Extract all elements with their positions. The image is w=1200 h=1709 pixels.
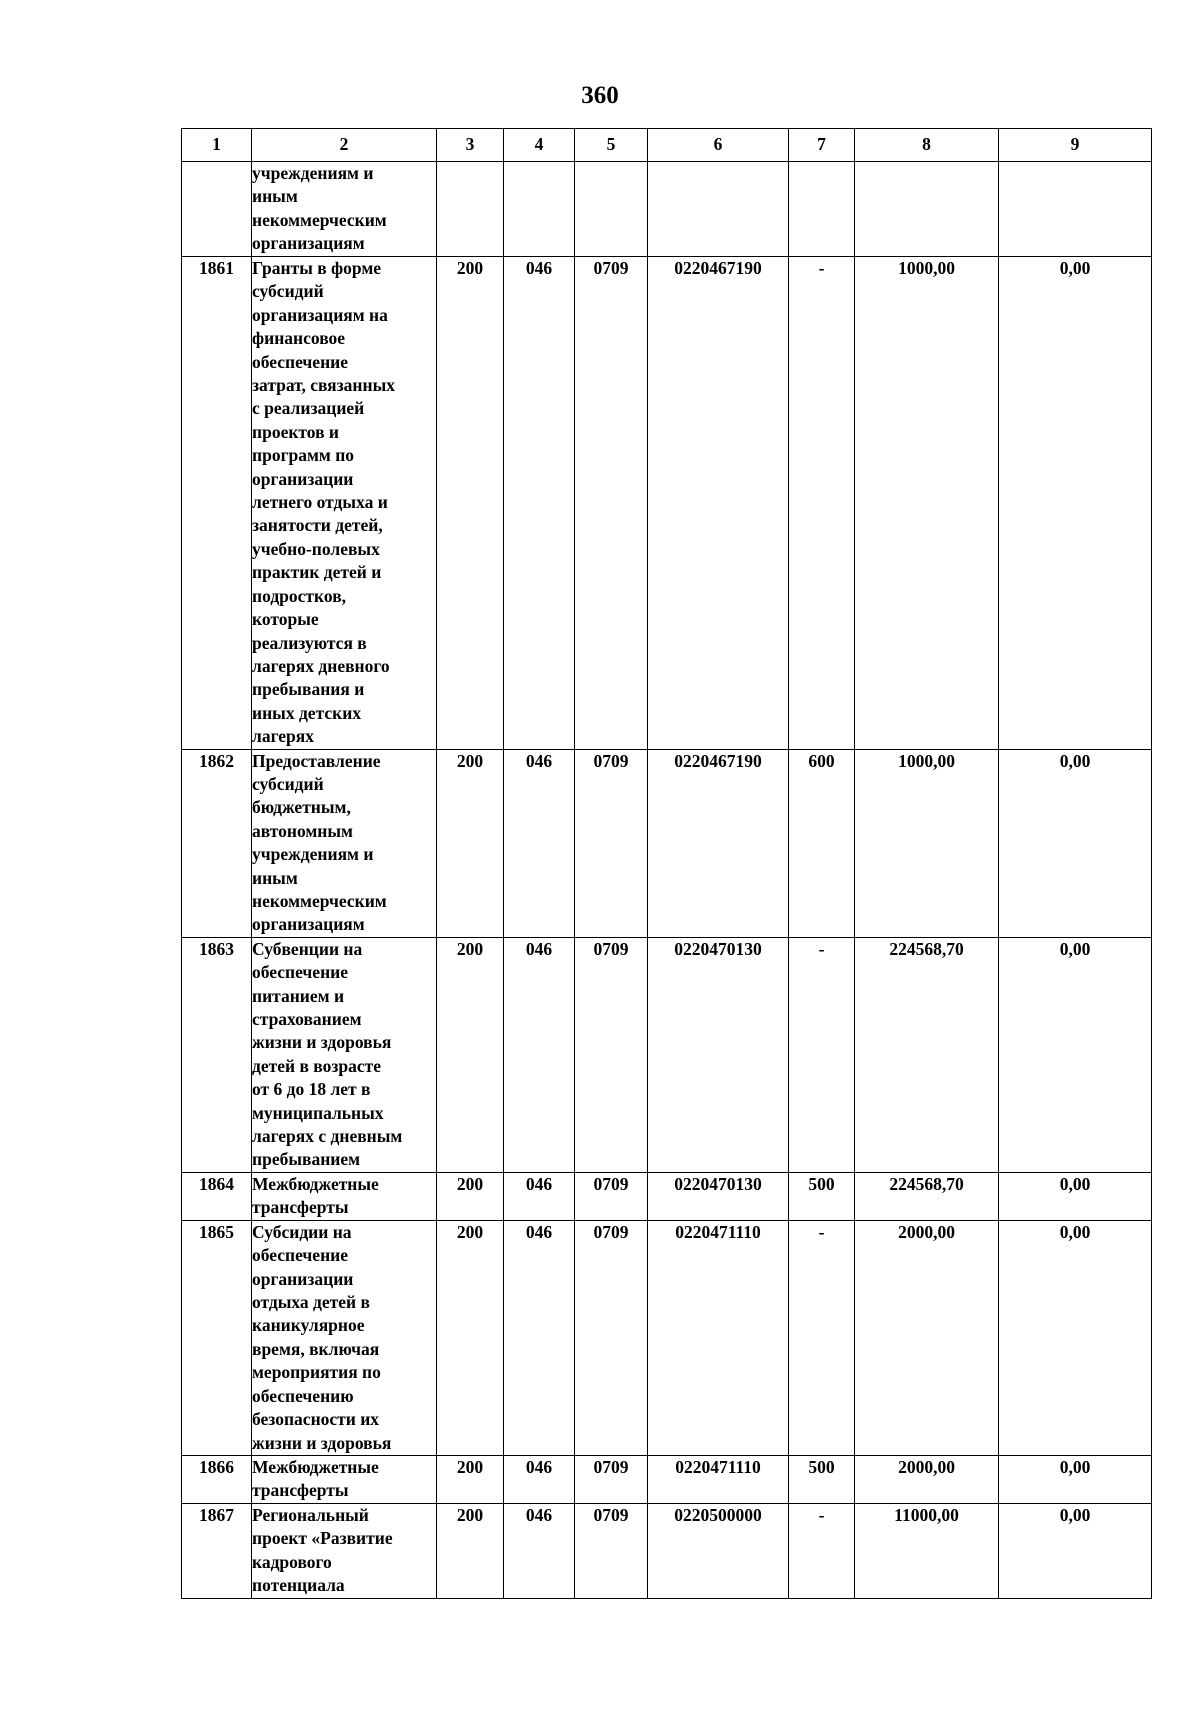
column-9-cell: 0,00	[999, 1172, 1152, 1220]
column-4-cell: 046	[504, 1503, 575, 1598]
description-line: безопасности их	[252, 1409, 380, 1430]
column-5-cell: 0709	[575, 937, 648, 1172]
column-9-cell: 0,00	[999, 257, 1152, 750]
column-7-cell	[789, 162, 855, 257]
description-cell	[252, 1455, 437, 1503]
column-3-cell: 200	[437, 1455, 504, 1503]
description-line: Предоставление	[252, 750, 381, 771]
description-line: жизни и здоровья	[252, 1432, 392, 1453]
description-line: некоммерческим	[252, 209, 387, 230]
description-line: Межбюджетные	[252, 1173, 379, 1194]
table-row	[182, 749, 1152, 937]
description-line: иным	[252, 186, 298, 207]
description-line: бюджетным,	[252, 797, 351, 818]
description-line: жизни и здоровья	[252, 1032, 392, 1053]
column-6-cell	[648, 162, 789, 257]
row-number-cell	[182, 162, 252, 257]
column-7-cell: 500	[789, 1455, 855, 1503]
description-line: обеспечению	[252, 1385, 354, 1406]
description-line: организациям	[252, 914, 365, 935]
description-line: пребывания и	[252, 679, 365, 700]
header-col-3: 3	[437, 129, 504, 162]
column-5-cell: 0709	[575, 749, 648, 937]
column-3-cell: 200	[437, 749, 504, 937]
column-5-cell: 0709	[575, 1503, 648, 1598]
header-col-1: 1	[182, 129, 252, 162]
column-8-cell: 11000,00	[855, 1503, 999, 1598]
description-line: пребыванием	[252, 1149, 361, 1170]
description-line: организации	[252, 468, 354, 489]
description-line: страхованием	[252, 1009, 362, 1029]
description-line: обеспечение	[252, 351, 349, 372]
description-line: Субвенции на	[252, 938, 363, 959]
column-3-cell: 200	[437, 937, 504, 1172]
description-line: лагерях	[252, 726, 315, 747]
description-line: детей в возрасте	[252, 1055, 381, 1076]
description-cell	[252, 257, 437, 750]
column-6-cell: 0220470130	[648, 1172, 789, 1220]
description-line: учреждениям и	[252, 844, 374, 865]
column-9-cell: 0,00	[999, 1220, 1152, 1455]
column-7-cell: 600	[789, 749, 855, 937]
column-4-cell: 046	[504, 1455, 575, 1503]
header-row	[182, 129, 1152, 162]
column-3-cell: 200	[437, 1220, 504, 1455]
description-line: лагерях с дневным	[252, 1126, 403, 1147]
budget-table	[181, 128, 1152, 1599]
description-line: иным	[252, 867, 298, 888]
column-8-cell	[855, 162, 999, 257]
description-line: субсидий	[252, 773, 324, 794]
description-line: затрат, связанных	[252, 375, 396, 396]
description-cell	[252, 937, 437, 1172]
description-line: лагерях дневного	[252, 655, 390, 676]
column-3-cell: 200	[437, 1503, 504, 1598]
description-line: трансферты	[252, 1480, 349, 1501]
description-line: организации	[252, 1268, 354, 1289]
table-row	[182, 1455, 1152, 1503]
description-line: организациям	[252, 233, 365, 254]
table-row	[182, 1172, 1152, 1220]
column-4-cell: 046	[504, 257, 575, 750]
header-col-5: 5	[575, 129, 648, 162]
description-line: подростков,	[252, 585, 347, 606]
description-line: с реализацией	[252, 398, 365, 419]
column-3-cell: 200	[437, 1172, 504, 1220]
description-line: Гранты в форме	[252, 258, 382, 278]
description-cell	[252, 1503, 437, 1598]
column-4-cell: 046	[504, 1172, 575, 1220]
table-row	[182, 257, 1152, 750]
description-line: которые	[252, 609, 319, 630]
description-line: время, включая	[252, 1338, 380, 1359]
description-line: отдыха детей в	[252, 1292, 370, 1313]
column-7-cell: -	[789, 257, 855, 750]
description-line: практик детей и	[252, 562, 382, 583]
description-line: потенциала	[252, 1575, 345, 1596]
column-8-cell: 1000,00	[855, 257, 999, 750]
column-8-cell: 1000,00	[855, 749, 999, 937]
row-number-cell: 1865	[182, 1220, 252, 1455]
column-3-cell: 200	[437, 257, 504, 750]
description-line: Региональный	[252, 1504, 369, 1525]
description-line: субсидий	[252, 281, 324, 302]
description-line: проект «Развитие	[252, 1528, 393, 1549]
column-8-cell: 2000,00	[855, 1455, 999, 1503]
row-number-cell: 1861	[182, 257, 252, 750]
column-8-cell: 224568,70	[855, 1172, 999, 1220]
column-8-cell: 2000,00	[855, 1220, 999, 1455]
description-line: учебно-полевых	[252, 538, 380, 559]
description-line: автономным	[252, 820, 353, 841]
header-col-8: 8	[855, 129, 999, 162]
table-row	[182, 1220, 1152, 1455]
column-5-cell: 0709	[575, 1455, 648, 1503]
table-row	[182, 1503, 1152, 1598]
column-7-cell: 500	[789, 1172, 855, 1220]
description-cell	[252, 1172, 437, 1220]
description-cell	[252, 749, 437, 937]
description-line: каникулярное	[252, 1315, 365, 1336]
table-row	[182, 162, 1152, 257]
description-line: обеспечение	[252, 1245, 349, 1266]
header-col-9: 9	[999, 129, 1152, 162]
column-9-cell: 0,00	[999, 937, 1152, 1172]
header-col-6: 6	[648, 129, 789, 162]
column-5-cell	[575, 162, 648, 257]
description-cell	[252, 1220, 437, 1455]
column-8-cell: 224568,70	[855, 937, 999, 1172]
description-line: финансовое	[252, 328, 346, 349]
column-9-cell: 0,00	[999, 1503, 1152, 1598]
row-number-cell: 1867	[182, 1503, 252, 1598]
column-7-cell: -	[789, 1220, 855, 1455]
table-row	[182, 937, 1152, 1172]
column-6-cell: 0220471110	[648, 1455, 789, 1503]
column-6-cell: 0220470130	[648, 937, 789, 1172]
description-line: Межбюджетные	[252, 1456, 379, 1477]
column-6-cell: 0220500000	[648, 1503, 789, 1598]
description-cell	[252, 162, 437, 257]
column-4-cell: 046	[504, 1220, 575, 1455]
description-line: кадрового	[252, 1551, 332, 1572]
description-line: от 6 до 18 лет в	[252, 1079, 371, 1100]
description-line: питанием и	[252, 985, 345, 1006]
description-line: программ по	[252, 445, 355, 466]
description-line: организациям на	[252, 304, 388, 325]
table-body	[182, 162, 1152, 1599]
description-line: реализуются в	[252, 632, 367, 653]
column-7-cell: -	[789, 937, 855, 1172]
description-line: обеспечение	[252, 962, 349, 983]
column-9-cell	[999, 162, 1152, 257]
column-7-cell: -	[789, 1503, 855, 1598]
column-4-cell	[504, 162, 575, 257]
column-5-cell: 0709	[575, 1172, 648, 1220]
description-line: трансферты	[252, 1197, 349, 1218]
description-line: Субсидии на	[252, 1221, 352, 1242]
description-line: мероприятия по	[252, 1362, 381, 1383]
column-6-cell: 0220471110	[648, 1220, 789, 1455]
page-number: 360	[581, 82, 619, 109]
description-line: некоммерческим	[252, 890, 387, 911]
table-header	[182, 129, 1152, 162]
row-number-cell: 1864	[182, 1172, 252, 1220]
description-line: проектов и	[252, 421, 340, 442]
column-9-cell: 0,00	[999, 749, 1152, 937]
column-4-cell: 046	[504, 937, 575, 1172]
row-number-cell: 1863	[182, 937, 252, 1172]
row-number-cell: 1862	[182, 749, 252, 937]
description-line: летнего отдыха и	[252, 492, 388, 513]
column-5-cell: 0709	[575, 257, 648, 750]
column-6-cell: 0220467190	[648, 749, 789, 937]
column-4-cell: 046	[504, 749, 575, 937]
row-number-cell: 1866	[182, 1455, 252, 1503]
header-col-7: 7	[789, 129, 855, 162]
description-line: иных детских	[252, 702, 362, 723]
header-col-4: 4	[504, 129, 575, 162]
column-5-cell: 0709	[575, 1220, 648, 1455]
column-6-cell: 0220467190	[648, 257, 789, 750]
description-line: учреждениям и	[252, 163, 374, 183]
description-line: занятости детей,	[252, 515, 383, 536]
column-9-cell: 0,00	[999, 1455, 1152, 1503]
description-line: муниципальных	[252, 1102, 384, 1123]
header-col-2: 2	[252, 129, 437, 162]
column-3-cell	[437, 162, 504, 257]
